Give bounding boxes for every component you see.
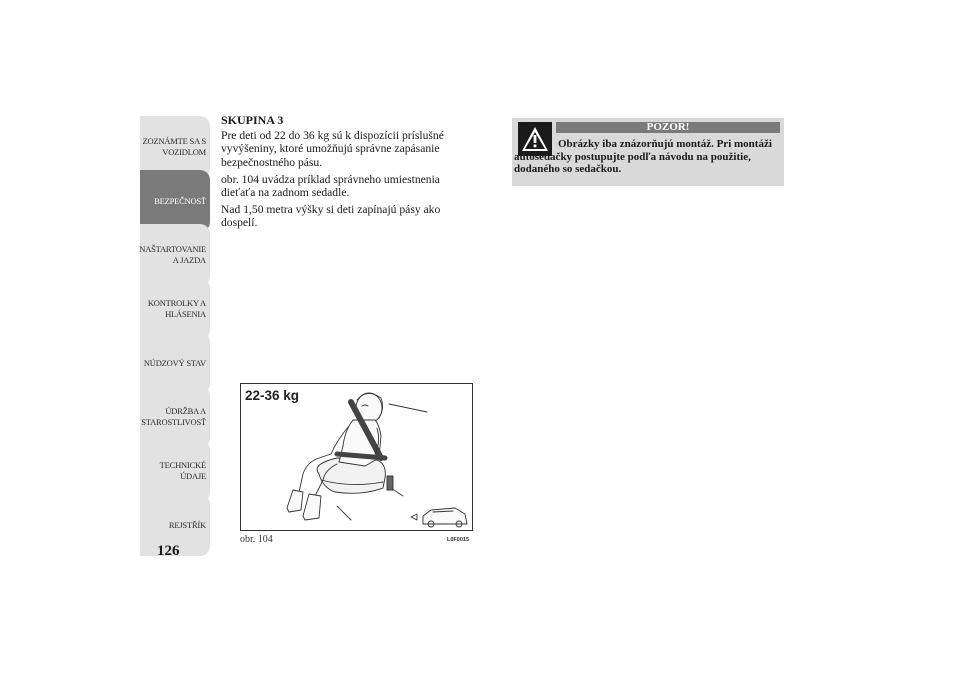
section-content xyxy=(221,114,471,234)
tab-zoznamte-sa-s-vozidlom[interactable] xyxy=(140,116,210,178)
tab-nudzovy-stav[interactable] xyxy=(140,332,210,394)
tab-nastartovanie-a-jazda[interactable] xyxy=(140,224,210,286)
tab-label: BEZPEČNOSŤ xyxy=(154,195,206,206)
tab-udrzba-a-starostlivost[interactable] xyxy=(140,386,210,448)
tab-label: ZOZNÁMTE SA S VOZIDLOM xyxy=(142,136,206,157)
section-heading: SKUPINA 3 xyxy=(221,113,284,127)
tab-label: NÚDZOVÝ STAV xyxy=(143,357,206,368)
child-on-booster-illustration xyxy=(241,384,472,530)
tab-label: REJSTŘÍK xyxy=(168,519,206,530)
paragraph: Nad 1,50 metra výšky si deti zapínajú pásy ako dospelí. xyxy=(221,203,441,230)
tab-label: KONTROLKY A HLÁSENIA xyxy=(147,298,206,319)
tab-label: ÚDRŽBA A STAROSTLIVOSŤ xyxy=(141,406,206,427)
warning-text: Obrázky iba znázorňujú montáž. Pri montáži autosedačky postupujte podľa návodu na použitie, dodaného so sedačkou. xyxy=(514,138,772,175)
tab-bezpecnost[interactable] xyxy=(140,170,210,232)
figure-caption: obr. 104 xyxy=(240,534,273,545)
paragraph: Pre deti od 22 do 36 kg sú k dispozícii príslušné vyvýšeniny, ktoré umožňujú správne zapásanie bezpečnostného pásu. xyxy=(221,129,444,169)
tab-label: NAŠTARTOVANIE A JAZDA xyxy=(139,244,206,265)
page-number: 126 xyxy=(157,543,180,559)
paragraph: obr. 104 uvádza príklad správneho umiestnenia dieťaťa na zadnom sedadle. xyxy=(221,172,440,200)
warning-title: POZOR! xyxy=(556,122,780,133)
tab-kontrolky-a-hlasenia[interactable] xyxy=(140,278,210,340)
tab-label: TECHNICKÉ ÚDAJE xyxy=(159,460,206,481)
figure-child-booster-seat xyxy=(240,383,473,531)
figure-weight-label: 22-36 kg xyxy=(245,388,300,403)
figure-code: L0F0015 xyxy=(447,537,470,543)
warning-box xyxy=(512,118,784,186)
tab-technicke-udaje[interactable] xyxy=(140,440,210,502)
